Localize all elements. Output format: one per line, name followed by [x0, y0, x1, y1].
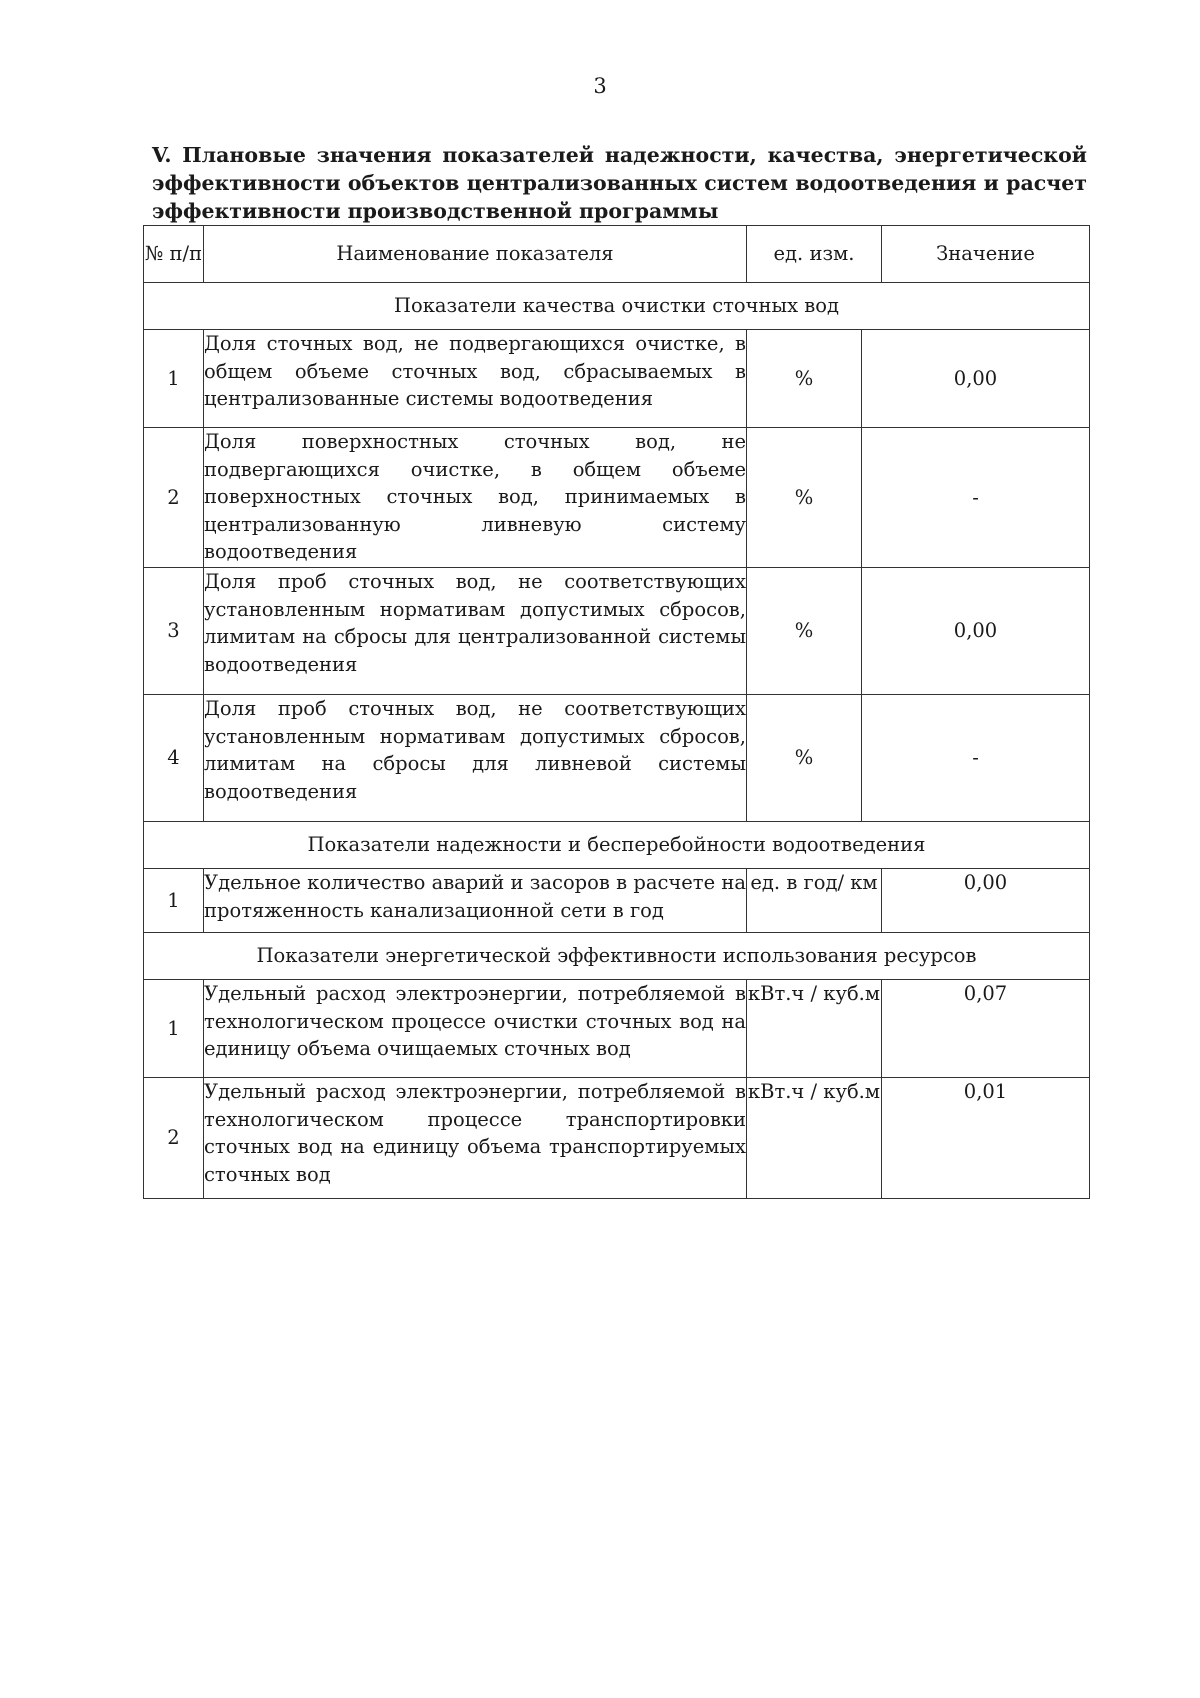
- row-value: 0,00: [953, 366, 998, 390]
- row-name: Доля поверхностных сточных вод, не подвергающихся очистке, в общем объеме поверхностных сточных вод, принимаемых в централизованную ливневую систему водоотведения: [204, 428, 747, 568]
- group-row: [144, 283, 1090, 330]
- row-name: Удельное количество аварий и засоров в расчете на протяженность канализационной сети в год: [204, 869, 747, 933]
- table-row: [144, 428, 1090, 568]
- header-unit: ед. изм.: [747, 226, 882, 283]
- table-row: [144, 1078, 1090, 1199]
- row-unit-value: [747, 330, 1090, 428]
- heading-line-3: эффективности производственной программы: [152, 199, 719, 223]
- page-number: 3: [593, 74, 607, 98]
- header-name: Наименование показателя: [204, 226, 747, 283]
- row-num: 1: [144, 869, 204, 933]
- row-unit: кВт.ч / куб.м: [747, 1078, 882, 1199]
- table-row: [144, 980, 1090, 1078]
- row-name: Удельный расход электроэнергии, потребляемой в технологическом процессе очистки сточных вод на единицу объема очищаемых сточных вод: [204, 980, 747, 1078]
- row-num: 3: [144, 568, 204, 695]
- row-name: Удельный расход электроэнергии, потребляемой в технологическом процессе транспортировки сточных вод на единицу объема транспортируемых сточных вод: [204, 1078, 747, 1199]
- row-num: 1: [144, 980, 204, 1078]
- group-title: Показатели надежности и бесперебойности водоотведения: [144, 822, 1090, 869]
- row-unit: %: [747, 568, 862, 694]
- heading-line-1: V. Плановые значения показателей надежности, качества, энергетической: [152, 143, 1087, 167]
- group-row: [144, 933, 1090, 980]
- row-value: -: [972, 485, 979, 509]
- row-num: 1: [144, 330, 204, 428]
- indicators-table: [143, 225, 1090, 1199]
- table-row: [144, 330, 1090, 428]
- row-num: 2: [144, 428, 204, 568]
- row-num: 2: [144, 1078, 204, 1199]
- row-unit: кВт.ч / куб.м: [747, 980, 882, 1078]
- row-unit: %: [747, 330, 862, 427]
- table-header-row: [144, 226, 1090, 283]
- row-name: Доля проб сточных вод, не соответствующих установленным нормативам допустимых сбросов, лимитам на сбросы для централизованной системы водоотведения: [204, 568, 747, 695]
- row-name: Доля сточных вод, не подвергающихся очистке, в общем объеме сточных вод, сбрасываемых в централизованные системы водоотведения: [204, 330, 747, 428]
- row-unit: %: [747, 695, 862, 821]
- row-value: 0,07: [882, 980, 1090, 1078]
- row-num: 4: [144, 695, 204, 822]
- group-title: Показатели энергетической эффективности использования ресурсов: [144, 933, 1090, 980]
- group-title: Показатели качества очистки сточных вод: [144, 283, 1090, 330]
- row-unit: %: [747, 428, 862, 567]
- row-unit-value: [747, 568, 1090, 695]
- row-value: 0,00: [953, 619, 998, 643]
- section-heading: [152, 141, 1087, 225]
- header-num: № п/п: [144, 226, 204, 283]
- table-row: [144, 869, 1090, 933]
- row-name: Доля проб сточных вод, не соответствующих установленным нормативам допустимых сбросов, лимитам на сбросы для ливневой системы водоотведения: [204, 695, 747, 822]
- table-row: [144, 568, 1090, 695]
- header-value: Значение: [882, 226, 1090, 283]
- row-value: -: [972, 746, 979, 770]
- group-row: [144, 822, 1090, 869]
- heading-line-2: эффективности объектов централизованных систем водоотведения и расчет: [152, 171, 1087, 195]
- row-unit: ед. в год/ км: [747, 869, 882, 933]
- row-value: 0,00: [882, 869, 1090, 933]
- row-value: 0,01: [882, 1078, 1090, 1199]
- row-unit-value: [747, 428, 1090, 568]
- table-row: [144, 695, 1090, 822]
- row-unit-value: [747, 695, 1090, 822]
